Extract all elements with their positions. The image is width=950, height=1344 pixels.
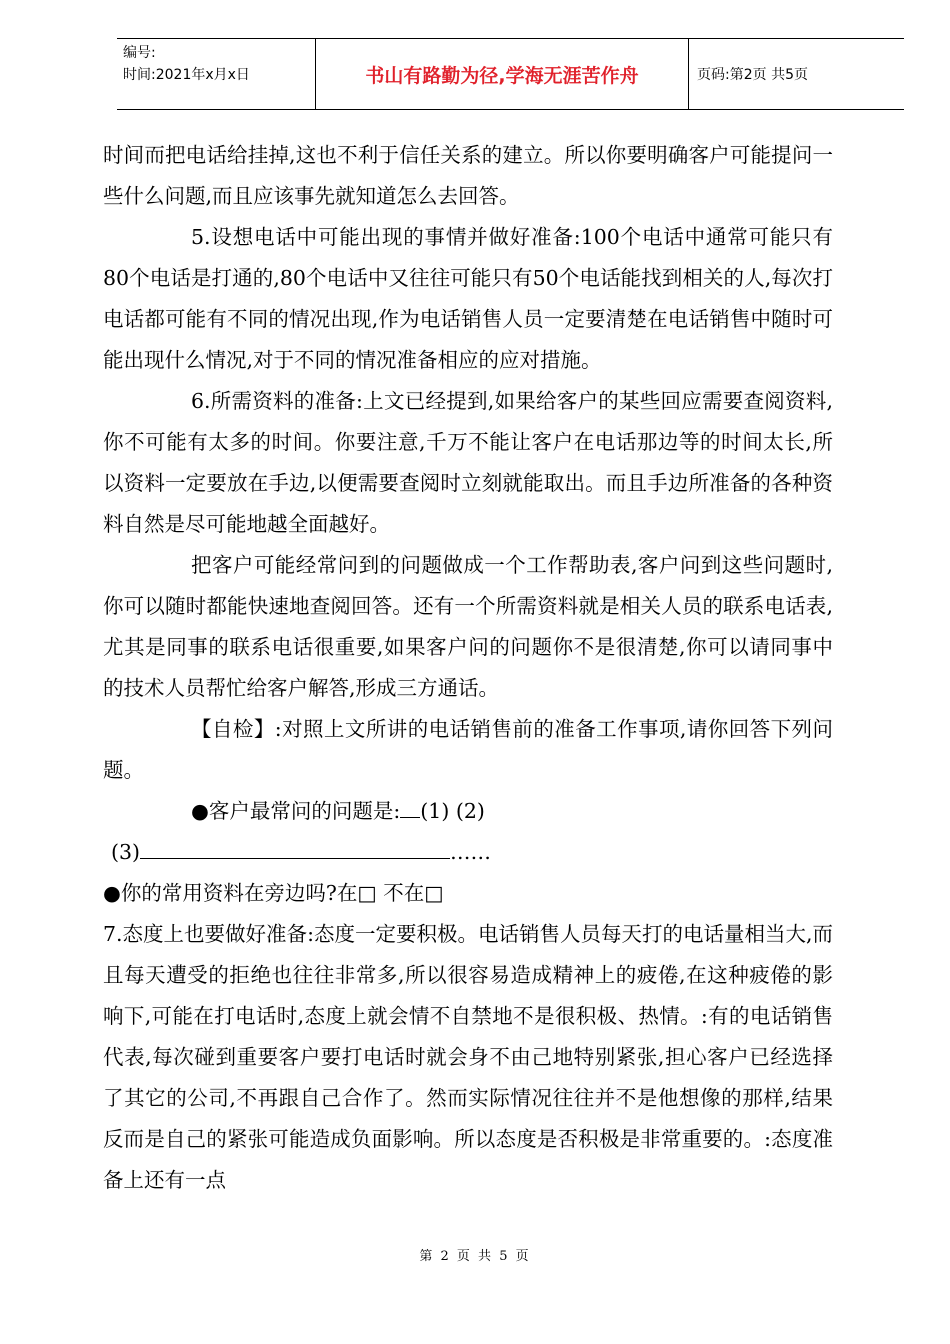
answer-blank-long <box>140 858 450 859</box>
header-time: 时间:2021年x月x日 <box>123 67 250 83</box>
paragraph-help-table: 把客户可能经常问到的问题做成一个工作帮助表,客户问到这些问题时,你可以随时都能快速地查阅回答。还有一个所需资料就是相关人员的联系电话表,尤其是同事的联系电话很重要,如果客户问的问题你不是很清楚,你可以请同事中的技术人员帮忙给客户解答,形成三方通话。 <box>103 553 833 700</box>
question-1-ellipsis: …… <box>450 840 492 864</box>
paragraph-item-7: 7.态度上也要做好准备:态度一定要积极。电话销售人员每天打的电话量相当大,而且每天遭受的拒绝也往往非常多,所以很容易造成精神上的疲倦,在这种疲倦的影响下,可能在打电话时,态度上就会情不自禁地不是很积极、热情。:有的电话销售代表,每次碰到重要客户要打电话时就会身不由己地特别紧张,担心客户已经选择了其它的公司,不再跟自己合作了。然而实际情况往往并不是他想像的那样,结果反而是自己的紧张可能造成负面影响。所以态度是否积极是非常重要的。:态度准备上还有一点 <box>103 922 833 1192</box>
page-footer: 第 2 页 共 5 页 <box>419 1249 531 1264</box>
paragraph-item-6: 6.所需资料的准备:上文已经提到,如果给客户的某些回应需要查阅资料,你不可能有太多的时间。你要注意,千万不能让客户在电话那边等的时间太长,所以资料一定要放在手边,以便需要查阅时立刻就能取出。而且手边所准备的各种资料自然是尽可能地越全面越好。 <box>103 389 833 536</box>
question-1-label: ●客户最常问的问题是: <box>191 799 401 823</box>
header-number: 编号: <box>123 45 156 61</box>
document-header <box>117 38 904 110</box>
question-1-items: (1) (2) <box>420 799 485 823</box>
header-meta <box>117 39 315 109</box>
header-page-info: 页码:第2页 共5页 <box>697 67 808 83</box>
paragraph-1: 时间而把电话给挂掉,这也不利于信任关系的建立。所以你要明确客户可能提问一些什么问题,而且应该事先就知道怎么去回答。 <box>103 143 833 208</box>
paragraph-item-5: 5.设想电话中可能出现的事情并做好准备:100个电话中通常可能只有80个电话是打通的,80个电话中又往往可能只有50个电话能找到相关的人,每次打电话都可能有不同的情况出现,作为电话销售人员一定要清楚在电话销售中随时可能出现什么情况,对于不同的情况准备相应的应对措施。 <box>103 225 833 372</box>
paragraph-self-check: 【自检】:对照上文所讲的电话销售前的准备工作事项,请你回答下列问题。 <box>103 717 833 782</box>
document-body <box>103 135 833 1201</box>
question-1-continued <box>103 832 833 873</box>
answer-blank-short <box>400 817 420 818</box>
question-1 <box>103 791 833 832</box>
question-1-item-3: (3) <box>111 840 141 864</box>
header-motto: 书山有路勤为径,学海无涯苦作舟 <box>315 39 689 109</box>
question-2: ●你的常用资料在旁边吗?在□ 不在□ <box>103 881 444 905</box>
